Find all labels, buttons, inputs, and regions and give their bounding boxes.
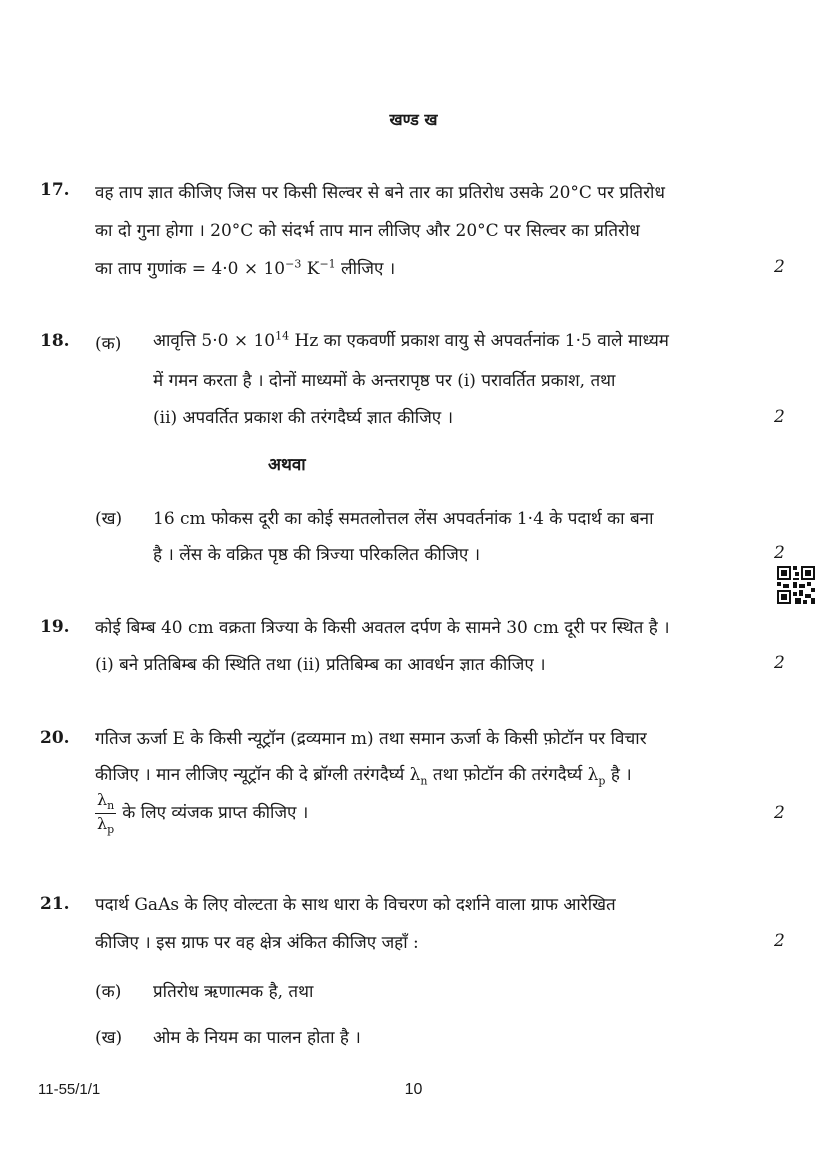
q17-exponent: −3 xyxy=(285,257,302,271)
q18-line-1-end: Hz का एकवर्णी प्रकाश वायु से अपवर्तनांक 1·5 वाले माध्यम xyxy=(289,331,669,351)
paper-code: 11-55/1/1 xyxy=(38,1081,101,1098)
q20-fraction-numerator: $\lambda_n$ xyxy=(97,790,115,813)
q18-part-b-line-1: 16 cm फोकस दूरी का कोई समतलोत्तल लेंस अपवर्तनांक 1·4 के पदार्थ का बना xyxy=(153,509,654,529)
q18-exponent: 14 xyxy=(275,329,290,343)
q18-part-b-line-2: है । लेंस के वक्रित पृष्ठ की त्रिज्या परिकलित कीजिए । xyxy=(153,545,481,565)
q19-line-2: (i) बने प्रतिबिम्ब की स्थिति तथा (ii) प्रतिबिम्ब का आवर्धन ज्ञात कीजिए । xyxy=(95,655,546,675)
or-label: अथवा xyxy=(268,455,306,475)
q20-line-1: गतिज ऊर्जा E के किसी न्यूट्रॉन (द्रव्यमान m) तथा समान ऊर्जा के किसी फ़ोटॉन पर विचार xyxy=(95,729,647,749)
q17-line-3 xyxy=(95,256,395,279)
q21-part-a-text: प्रतिरोध ऋणात्मक है, तथा xyxy=(153,982,314,1002)
question-number-17: 17. xyxy=(40,180,70,200)
q19-marks: 2 xyxy=(774,653,785,673)
section-title: खण्ड ख xyxy=(389,110,438,129)
q17-marks: 2 xyxy=(774,257,785,277)
q18-part-a-line-3: (ii) अपवर्तित प्रकाश की तरंगदैर्घ्य ज्ञात कीजिए । xyxy=(153,408,454,428)
q18-part-b-marks: 2 xyxy=(774,543,785,563)
q21-line-1: पदार्थ GaAs के लिए वोल्टता के साथ धारा के विचरण को दर्शाने वाला ग्राफ आरेखित xyxy=(95,895,616,915)
qr-code-icon xyxy=(777,566,815,604)
q18-part-a-label: (क) xyxy=(95,334,122,354)
q20-fraction-denominator: $\lambda_p$ xyxy=(97,814,115,837)
q21-marks: 2 xyxy=(774,931,785,951)
q21-line-2: कीजिए । इस ग्राफ पर वह क्षेत्र अंकित कीजिए जहाँ : xyxy=(95,933,419,953)
question-number-20: 20. xyxy=(40,728,70,748)
q20-lambda-p-sub: p xyxy=(598,774,606,788)
q17-line-3-text: का ताप गुणांक = 4·0 × 10 xyxy=(95,259,286,279)
q20-line-3-end: के लिए व्यंजक प्राप्त कीजिए । xyxy=(122,803,309,824)
q20-line-2-a: कीजिए । मान लीजिए न्यूट्रॉन की दे ब्रॉग्ली तरंगदैर्घ्य λ xyxy=(95,765,421,785)
q17-line-1: वह ताप ज्ञात कीजिए जिस पर किसी सिल्वर से बने तार का प्रतिरोध उसके 20°C पर प्रतिरोध xyxy=(95,183,665,203)
q19-line-1: कोई बिम्ब 40 cm वक्रता त्रिज्या के किसी अवतल दर्पण के सामने 30 cm दूरी पर स्थित है । xyxy=(95,618,670,638)
q17-unit-exponent: −1 xyxy=(319,257,336,271)
q17-unit: K xyxy=(301,259,320,279)
q20-fraction xyxy=(95,792,116,835)
q20-line-2-c: है । xyxy=(605,765,632,785)
q21-part-a-label: (क) xyxy=(95,982,122,1002)
q20-marks: 2 xyxy=(774,803,785,823)
q18-part-b-label: (ख) xyxy=(95,509,123,529)
q18-part-a-line-1 xyxy=(153,328,669,351)
q20-line-2-b: तथा फ़ोटॉन की तरंगदैर्घ्य λ xyxy=(427,765,599,785)
q20-line-2 xyxy=(95,762,632,787)
q17-line-2: का दो गुना होगा । 20°C को संदर्भ ताप मान लीजिए और 20°C पर सिल्वर का प्रतिरोध xyxy=(95,221,640,241)
q20-line-3 xyxy=(95,792,308,835)
question-number-18: 18. xyxy=(40,331,70,351)
q17-line-3-end: लीजिए । xyxy=(335,259,396,279)
q18-part-a-marks: 2 xyxy=(774,407,785,427)
q18-part-a-line-2: में गमन करता है । दोनों माध्यमों के अन्तरापृष्ठ पर (i) परावर्तित प्रकाश, तथा xyxy=(153,371,616,391)
question-number-19: 19. xyxy=(40,617,70,637)
question-number-21: 21. xyxy=(40,894,70,914)
q21-part-b-text: ओम के नियम का पालन होता है । xyxy=(153,1028,361,1048)
q20-lambda-n-sub: n xyxy=(420,774,428,788)
q18-line-1-text: आवृत्ति 5·0 × 10 xyxy=(153,331,276,351)
page-number: 10 xyxy=(404,1081,423,1098)
q21-part-b-label: (ख) xyxy=(95,1028,123,1048)
